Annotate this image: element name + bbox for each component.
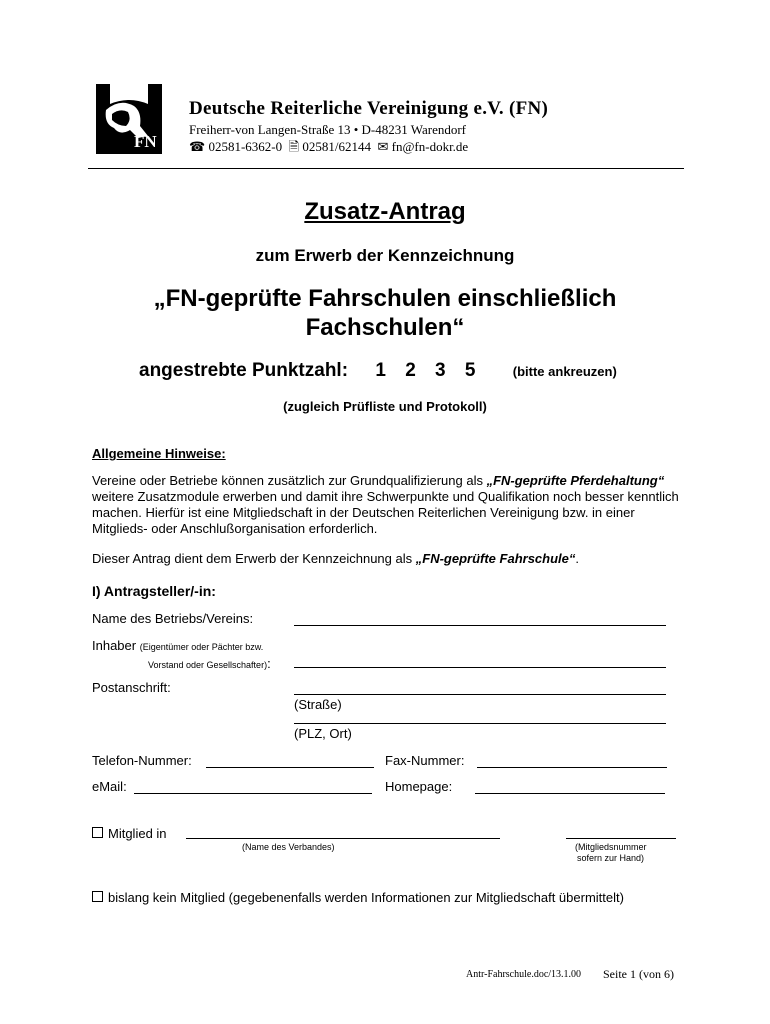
telefon-label: Telefon-Nummer: — [92, 753, 192, 768]
strasse-hint: (Straße) — [294, 697, 342, 712]
telefon-field[interactable] — [206, 767, 374, 768]
kein-mitglied-checkbox[interactable] — [92, 891, 103, 902]
fn-logo — [90, 80, 168, 158]
mitglied-option[interactable]: Mitglied in — [92, 826, 167, 841]
mitgliedsnummer-hint-2: sofern zur Hand) — [577, 853, 645, 863]
name-label: Name des Betriebs/Vereins: — [92, 611, 254, 626]
footer-page: Seite 1 (von 6) — [603, 967, 674, 981]
doc-note: (zugleich Prüfliste und Protokoll) — [283, 399, 487, 414]
plz-ort-hint: (PLZ, Ort) — [294, 726, 352, 741]
points-option-2[interactable]: 2 — [405, 360, 416, 381]
hinweise-paragraph-2: Dieser Antrag dient dem Erwerb der Kennzeichnung als „FN-geprüfte Fahrschule“. — [92, 551, 579, 566]
points-label: angestrebte Punktzahl: — [139, 360, 349, 381]
main-title-line-1: „FN-geprüfte Fahrschulen einschließlich — [153, 285, 617, 312]
phone-icon: ☎ — [189, 139, 206, 154]
fax-field[interactable] — [477, 767, 667, 768]
hinweise-heading: Allgemeine Hinweise: — [92, 446, 226, 461]
email-icon: ✉ — [377, 139, 389, 154]
hinweise-paragraph-1: Vereine oder Betriebe können zusätzlich zur Grundqualifizierung als „FN-geprüfte Pferdehaltung“ weitere Zusatzmodule erwerben und damit ihre Schwerpunkte und Qualifikation noch besser kenntlich machen. Hierfür ist eine Mitgliedschaft in der Deutschen Reiterlichen Vereinigung bzw. in einer Mitglieds- oder Anschlußorganisation erforderlich. — [92, 473, 679, 536]
postanschrift-label: Postanschrift: — [92, 680, 171, 695]
verband-hint: (Name des Verbandes) — [242, 842, 335, 852]
mitglied-checkbox[interactable] — [92, 827, 103, 838]
inhaber-label: Inhaber (Eigentümer oder Pächter bzw. — [92, 638, 264, 653]
org-address: Freiherr-von Langen-Straße 13 • D-48231 Warendorf — [189, 122, 466, 137]
kein-mitglied-option[interactable]: bislang kein Mitglied (gegebenenfalls werden Informationen zur Mitgliedschaft übermittelt) — [92, 890, 624, 905]
name-field[interactable] — [294, 625, 666, 626]
inhaber-field[interactable] — [294, 667, 666, 668]
org-phone: 02581-6362-0 — [208, 139, 283, 154]
header-divider — [88, 168, 684, 169]
inhaber-note: Vorstand oder Gesellschafter): — [148, 656, 271, 671]
org-contact — [189, 138, 468, 160]
section1-heading: I) Antragsteller/-in: — [92, 583, 216, 599]
mitgliedsnummer-hint-1: (Mitgliedsnummer — [575, 842, 647, 852]
org-fax: 02581/62144 — [302, 139, 371, 154]
footer-file: Antr-Fahrschule.doc/13.1.00 — [466, 969, 582, 980]
org-name: Deutsche Reiterliche Vereinigung e.V. (FN) — [189, 98, 549, 119]
points-hint: (bitte ankreuzen) — [512, 364, 617, 379]
points-option-5[interactable]: 5 — [464, 360, 476, 381]
points-option-3[interactable]: 3 — [435, 360, 446, 381]
fax-icon: 🗎 — [288, 139, 300, 154]
plz-ort-field[interactable] — [294, 723, 666, 724]
points-row — [139, 360, 617, 382]
verband-field[interactable] — [186, 838, 500, 839]
fax-label: Fax-Nummer: — [385, 753, 465, 768]
mitgliedsnummer-field[interactable] — [566, 838, 676, 839]
email-label: eMail: — [92, 779, 127, 794]
org-email: fn@fn-dokr.de — [391, 139, 469, 154]
main-title-line-2: Fachschulen“ — [305, 314, 465, 341]
email-field[interactable] — [134, 793, 372, 794]
doc-title: Zusatz-Antrag — [304, 198, 466, 225]
homepage-label: Homepage: — [385, 779, 453, 794]
doc-subtitle: zum Erwerb der Kennzeichnung — [255, 246, 515, 265]
points-option-1[interactable]: 1 — [375, 360, 386, 381]
doc-main-title — [0, 284, 770, 342]
logo-text: FN — [134, 132, 157, 151]
strasse-field[interactable] — [294, 694, 666, 695]
homepage-field[interactable] — [475, 793, 665, 794]
